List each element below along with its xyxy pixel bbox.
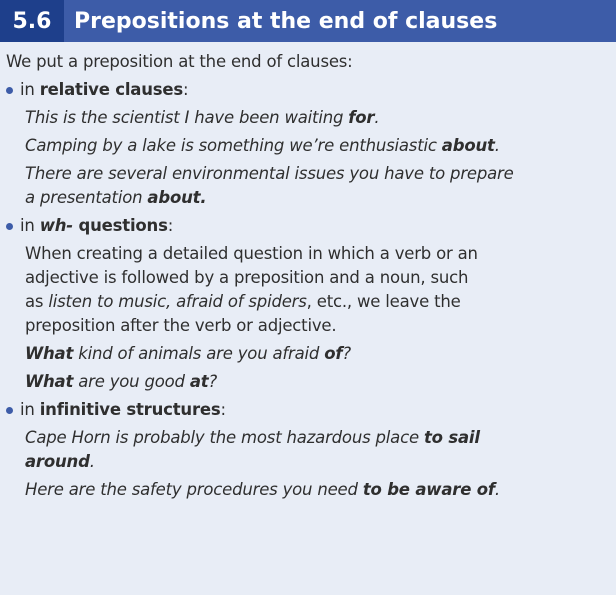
example-sentence: Here are the safety procedures you need to be aware of. <box>25 480 500 499</box>
section-number: 5.6 <box>0 0 64 42</box>
example-sentence: This is the scientist I have been waiting for. <box>25 108 380 127</box>
bullet-relative-clauses: in relative clauses: <box>6 76 610 104</box>
example-sentence: There are several environmental issues you have to prepare a presentation about. <box>25 164 514 207</box>
section-header <box>0 0 616 42</box>
explanation-paragraph: When creating a detailed question in which a verb or an adjective is followed by a preposition and a noun, such as listen to music, afraid of spiders, etc., we leave the preposition after the verb or adjective. <box>25 244 478 335</box>
example-sentence: Cape Horn is probably the most hazardous place to sail around. <box>25 428 480 471</box>
section-title: Prepositions at the end of clauses <box>74 8 498 34</box>
example-sentence: What are you good at? <box>25 372 218 391</box>
intro-text: We put a preposition at the end of clauses: <box>6 52 353 71</box>
section-content <box>6 42 610 504</box>
example-sentence: Camping by a lake is something we’re enthusiastic about. <box>25 136 500 155</box>
bullet-wh-questions: in wh- questions: <box>6 212 610 240</box>
bullet-infinitive-structures: in infinitive structures: <box>6 396 610 424</box>
example-sentence: What kind of animals are you afraid of? <box>25 344 351 363</box>
bullet-label: relative clauses <box>39 80 183 99</box>
